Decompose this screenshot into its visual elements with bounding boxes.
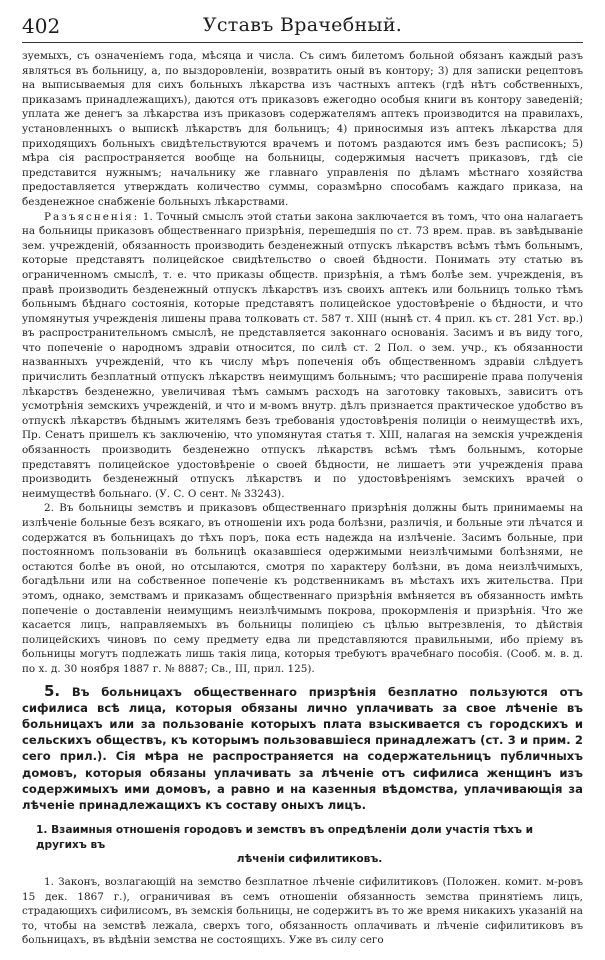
clarification-2: 2. Въ больницы земствъ и приказовъ общественнаго призрѣнiя должны быть принимаемы на излѣченiе больные безъ всякаго, въ отношенiи ихъ рода болѣзни, различiя, и больные эти лѣчатся и содержатся въ больницахъ до тѣхъ поръ, пока есть надежда на излѣченiе. Засимъ больные, при постоянномъ пользованiи въ больницѣ оказавшiеся одержимыми неизлѣчимыми болѣзнями, не остаются болѣе въ оной, но отсылаются, смотря по характеру болѣзни, въ дома неизлѣчимыхъ, богадѣльни или на собственное попеченiе къ родственникамъ въ мѣстахъ ихъ жительства. При этомъ, однако, земствамъ и приказамъ общественнаго призрѣнiя вмѣняется въ обязанность имѣть попеченiе о доставленiи неимущимъ неизлѣчимымъ покрова, прокормленiя и призрѣнiя. Что же касается лицъ, направляемыхъ въ больницы полицiею съ цѣлью вытрезвленiя, то дѣйствiя полицейскихъ чиновъ по сему предмету едва ли представляются правильными, ибо прiему въ больницы могутъ подлежать лишь такiя лица, которыя требуютъ врачебнаго пособiя. (Сооб. м. в. д. по х. д. 30 ноября 1887 г. № 8887; Св., III, прил. 125). (22, 502, 583, 675)
page-number: 402 (22, 14, 61, 38)
clarification-label: Разъясненiя: (44, 210, 140, 223)
page-header (22, 12, 583, 43)
section-paragraph-1: 1. Законъ, возлагающiй на земство безплатное лѣченiе сифилитиковъ (Положен. комит. м-ровъ 15 дек. 1867 г.), ограничивая въ семъ отношенiи обязанность земства принятiемъ лицъ, страдающихъ сифилисомъ, въ земскiя больницы, не содержитъ въ то же время никакихъ указанiй на то, чтобы на земствѣ лежала, сверхъ того, обязанность оплачивать и лѣченiе сифилитиковъ въ больницахъ, въ вѣдѣнiи земства не состоящихъ. Уже въ силу сего (22, 875, 583, 947)
clarification-1-text: 1. Точный смыслъ этой статьи закона заключается въ томъ, что она налагаетъ на больницы приказовъ общественнаго призрѣнiя, перешедшiя по ст. 73 врем. прав. въ завѣдыванiе зем. учрежденiй, обязанность производить безденежный отпускъ лѣкарствъ всѣмъ тѣмъ больнымъ, которые представятъ полицейское свидѣтельство о своей бѣдности. Понимать эту статью въ ограниченномъ смыслѣ, т. е. что приказы обществ. призрѣнiя, а тѣмъ болѣе зем. учрежденiя, въ правѣ производить безденежный отпускъ лѣкарствъ изъ своихъ аптекъ или больницъ только тѣмъ больнымъ бѣднаго состоянiя, которые представятъ полицейское удостовѣренiе о бѣдности, и что упомянутыя учрежденiя лишены права толковать ст. 587 т. XIII (нынѣ ст. 4 прил. къ ст. 281 Уст. вр.) въ распространительномъ смыслѣ, не представляется законнаго основанiя. Засимъ и въ виду того, что попеченiе о народномъ здравiи относится, по силѣ ст. 2 Пол. о зем. учр., къ обязанности названныхъ учрежденiй, что къ числу мѣръ попеченiя объ общественномъ здравiи слѣдуетъ причислить безплатный отпускъ лѣкарствъ неимущимъ больнымъ; что расширенiе права полученiя лѣкарствъ безденежно, увеличивая тѣмъ самымъ расходъ на заготовку таковыхъ, зависитъ отъ усмотрѣнiя земскихъ учрежденiй, и что и м-вомъ внутр. дѣлъ признается практическое удобство въ отпускѣ лѣкарствъ бѣднымъ жителямъ безъ требованiя удостовѣренiя полицiи о неимуществѣ ихъ, Пр. Сенатъ пришелъ къ заключенiю, что упомянутая статья т. XIII, налагая на земскiя учрежденiя обязанность производить безденежно отпускъ лѣкарствъ всѣмъ тѣмъ больнымъ, которые представятъ полицейское удостовѣренiе о своей бѣдности, не лишаетъ эти учрежденiя права производить безденежный отпускъ лѣкарствъ и по удостовѣренiямъ земскихъ врачей о неимуществѣ больнаго. (У. С. О сент. № 33243). (22, 210, 583, 500)
section-heading-line-1: 1. Взаимныя отношенiя городовъ и земствъ въ опредѣленiи доли участiя тѣхъ и другихъ въ (36, 824, 534, 851)
section-heading-line-2: лѣченiи сифилитиковъ. (236, 853, 383, 866)
running-title: Уставъ Врачебный. (202, 14, 403, 36)
page-body (22, 49, 583, 948)
clarification-1 (22, 210, 583, 502)
statute-number: 5. (44, 681, 61, 700)
statute-text: Въ больницахъ общественнаго призрѣнiя безплатно пользуются отъ сифилиса всѣ лица, которыя обязаны лично уплачивать за свое лѣченiе въ больницахъ или за пользованiе которыхъ плата взыскивается съ городскихъ и сельскихъ обществъ, къ которымъ пользовавшiеся принадлежатъ (ст. 3 и прим. 2 сего прил.). Сiя мѣра не распространяется на содержательницъ публичныхъ домовъ, которыя обязаны уплачивать за лѣченiе отъ сифилиса женщинъ изъ содержимыхъ ими домовъ, а равно и на казенныя вѣдомства, уплачивающiя за лѣченiе принадлежащихъ къ составу оныхъ лицъ. (22, 684, 583, 812)
paragraph-continuation: зуемыхъ, съ означенiемъ года, мѣсяца и числа. Съ симъ билетомъ больной обязанъ каждый разъ являться въ больницу, а, по выздоровленiи, возвратить оный въ контору; 3) для записки рецептовъ на выписываемыя для сихъ больныхъ лѣкарства изъ частныхъ аптекъ (гдѣ нѣтъ собственныхъ, приказамъ принадлежащихъ), даются отъ приказовъ ежегодно особыя книги въ контору заведенiй; уплата же денегъ за лѣкарства изъ приказовъ содержателямъ аптекъ производится на правилахъ, установленныхъ о выпискѣ лѣкарствъ для больницъ; 4) приносимыя изъ аптекъ лѣкарства для приходящихъ больныхъ свидѣтельствуются врачемъ и потомъ раздаются имъ безъ расписокъ; 5) мѣра сiя распространяется вообще на больницы, содержимыя насчетъ приказовъ, гдѣ сiе представится нужнымъ; начальнику же главнаго управленiя по дѣламъ мѣстнаго хозяйства предоставляется утверждать количество суммы, соразмѣрно способамъ каждаго приказа, на безденежное снабженiе больныхъ лѣкарствами. (22, 50, 583, 208)
section-heading (22, 823, 583, 867)
statute-article-5 (22, 683, 583, 814)
